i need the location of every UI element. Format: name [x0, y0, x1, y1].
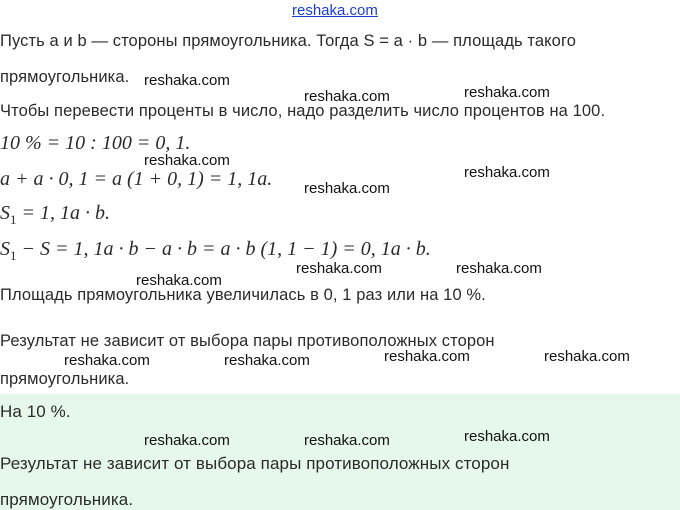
equation-side: a + a · 0, 1 = a (1 + 0, 1) = 1, 1a.: [0, 168, 273, 190]
watermark: reshaka.com: [304, 180, 390, 197]
solution-line-1b: прямоугольника.: [0, 68, 130, 86]
watermark: reshaka.com: [224, 352, 310, 369]
watermark: reshaka.com: [296, 260, 382, 277]
watermark: reshaka.com: [304, 88, 390, 105]
answer-line-1: На 10 %.: [0, 402, 71, 421]
solution-line-4: Результат не зависит от выбора пары противоположных сторон: [0, 332, 495, 350]
watermark: reshaka.com: [304, 432, 390, 449]
equation-area-diff: $S_1 - S = 1$, 1a · b − a · b = a · b (1, 1 − 1) = 0, 1a · b.: [0, 238, 431, 263]
watermark: reshaka.com: [544, 348, 630, 365]
equation-area-diff-rest: − S = 1, 1a · b − a · b = a · b (1, 1 − 1) = 0, 1a · b.: [16, 238, 431, 260]
answer-line-2: Результат не зависит от выбора пары противоположных сторон: [0, 454, 510, 473]
answer-box: [0, 394, 680, 510]
solution-line-4b: прямоугольника.: [0, 370, 130, 388]
watermark: reshaka.com: [144, 152, 230, 169]
watermark: reshaka.com: [144, 432, 230, 449]
watermark: reshaka.com: [456, 260, 542, 277]
watermark: reshaka.com: [464, 84, 550, 101]
equation-area-new: $S_1 = 1$, 1a · b.: [0, 202, 110, 227]
watermark: reshaka.com: [136, 272, 222, 289]
answer-line-3: прямоугольника.: [0, 490, 134, 509]
watermark: reshaka.com: [464, 164, 550, 181]
subscript: 1: [10, 248, 17, 263]
site-link[interactable]: reshaka.com: [292, 2, 378, 19]
equation-area-new-rest: = 1, 1a · b.: [16, 202, 110, 224]
watermark: reshaka.com: [384, 348, 470, 365]
solution-line-1: Пусть a и b — стороны прямоугольника. Тогда S = a · b — площадь такого: [0, 32, 576, 50]
watermark: reshaka.com: [64, 352, 150, 369]
solution-line-3: Площадь прямоугольника увеличилась в 0, 1 раз или на 10 %.: [0, 286, 486, 304]
subscript: 1: [10, 212, 17, 227]
watermark: reshaka.com: [144, 72, 230, 89]
equation-percent: 10 % = 10 : 100 = 0, 1.: [0, 132, 191, 154]
solution-line-2: Чтобы перевести проценты в число, надо разделить число процентов на 100.: [0, 102, 606, 120]
watermark: reshaka.com: [464, 428, 550, 445]
